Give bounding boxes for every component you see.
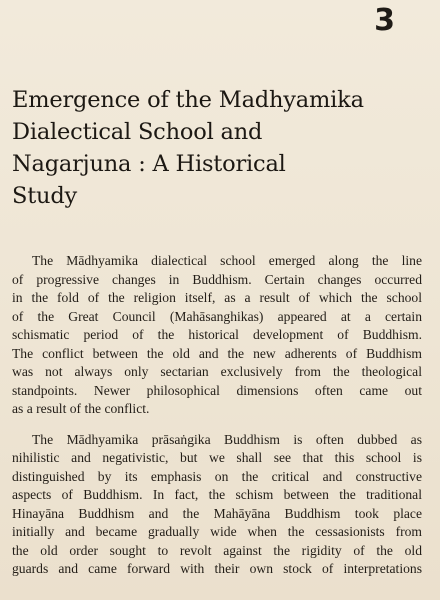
chapter-title-line: Dialectical School and: [12, 119, 263, 145]
text-line: distinguished by its emphasis on the critical and constructive: [12, 468, 422, 484]
text-line: initially and became gradually wide when the cessasionists from: [12, 524, 422, 539]
text-line: in the fold of the religion itself, as a result of which the school: [12, 290, 422, 305]
paragraph-2: [12, 431, 422, 579]
text-line: the old order sought to revolt against the rigidity of the old: [12, 542, 422, 558]
text-line: The conflict between the old and the new adherents of Buddhism: [12, 345, 422, 361]
text-line: The Mādhyamika dialectical school emerged along the line: [32, 253, 422, 268]
text-line: The Mādhyamika prāsaṅgika Buddhism is often dubbed as: [32, 431, 422, 447]
text-line: of progressive changes in Buddhism. Certain changes occurred: [12, 271, 422, 287]
text-line: standpoints. Newer philosophical dimensions often came out: [12, 382, 422, 398]
chapter-title-line: Study: [12, 183, 78, 209]
chapter-title-line: Nagarjuna : A Historical: [12, 151, 286, 177]
chapter-title: [12, 84, 422, 212]
paragraph-1: [12, 252, 422, 419]
chapter-title-line: Emergence of the Madhyamika: [12, 87, 364, 113]
text-line: aspects of Buddhism. In fact, the schism between the traditional: [12, 487, 422, 502]
body-text: [12, 252, 422, 591]
chapter-number: 3: [374, 3, 396, 38]
text-line: guards and came forward with their own stock of interpretations: [12, 561, 422, 576]
text-line: as a result of the conflict.: [12, 401, 150, 416]
text-line: schismatic period of the historical development of Buddhism.: [12, 327, 422, 342]
text-line: of the Great Council (Mahāsanghikas) appeared at a certain: [12, 308, 422, 324]
text-line: nihilistic and negativistic, but we shall see that this school is: [12, 450, 422, 465]
text-line: was not always only sectarian exclusively from the theological: [12, 364, 422, 379]
text-line: Hinayāna Buddhism and the Mahāyāna Buddhism took place: [12, 505, 422, 521]
